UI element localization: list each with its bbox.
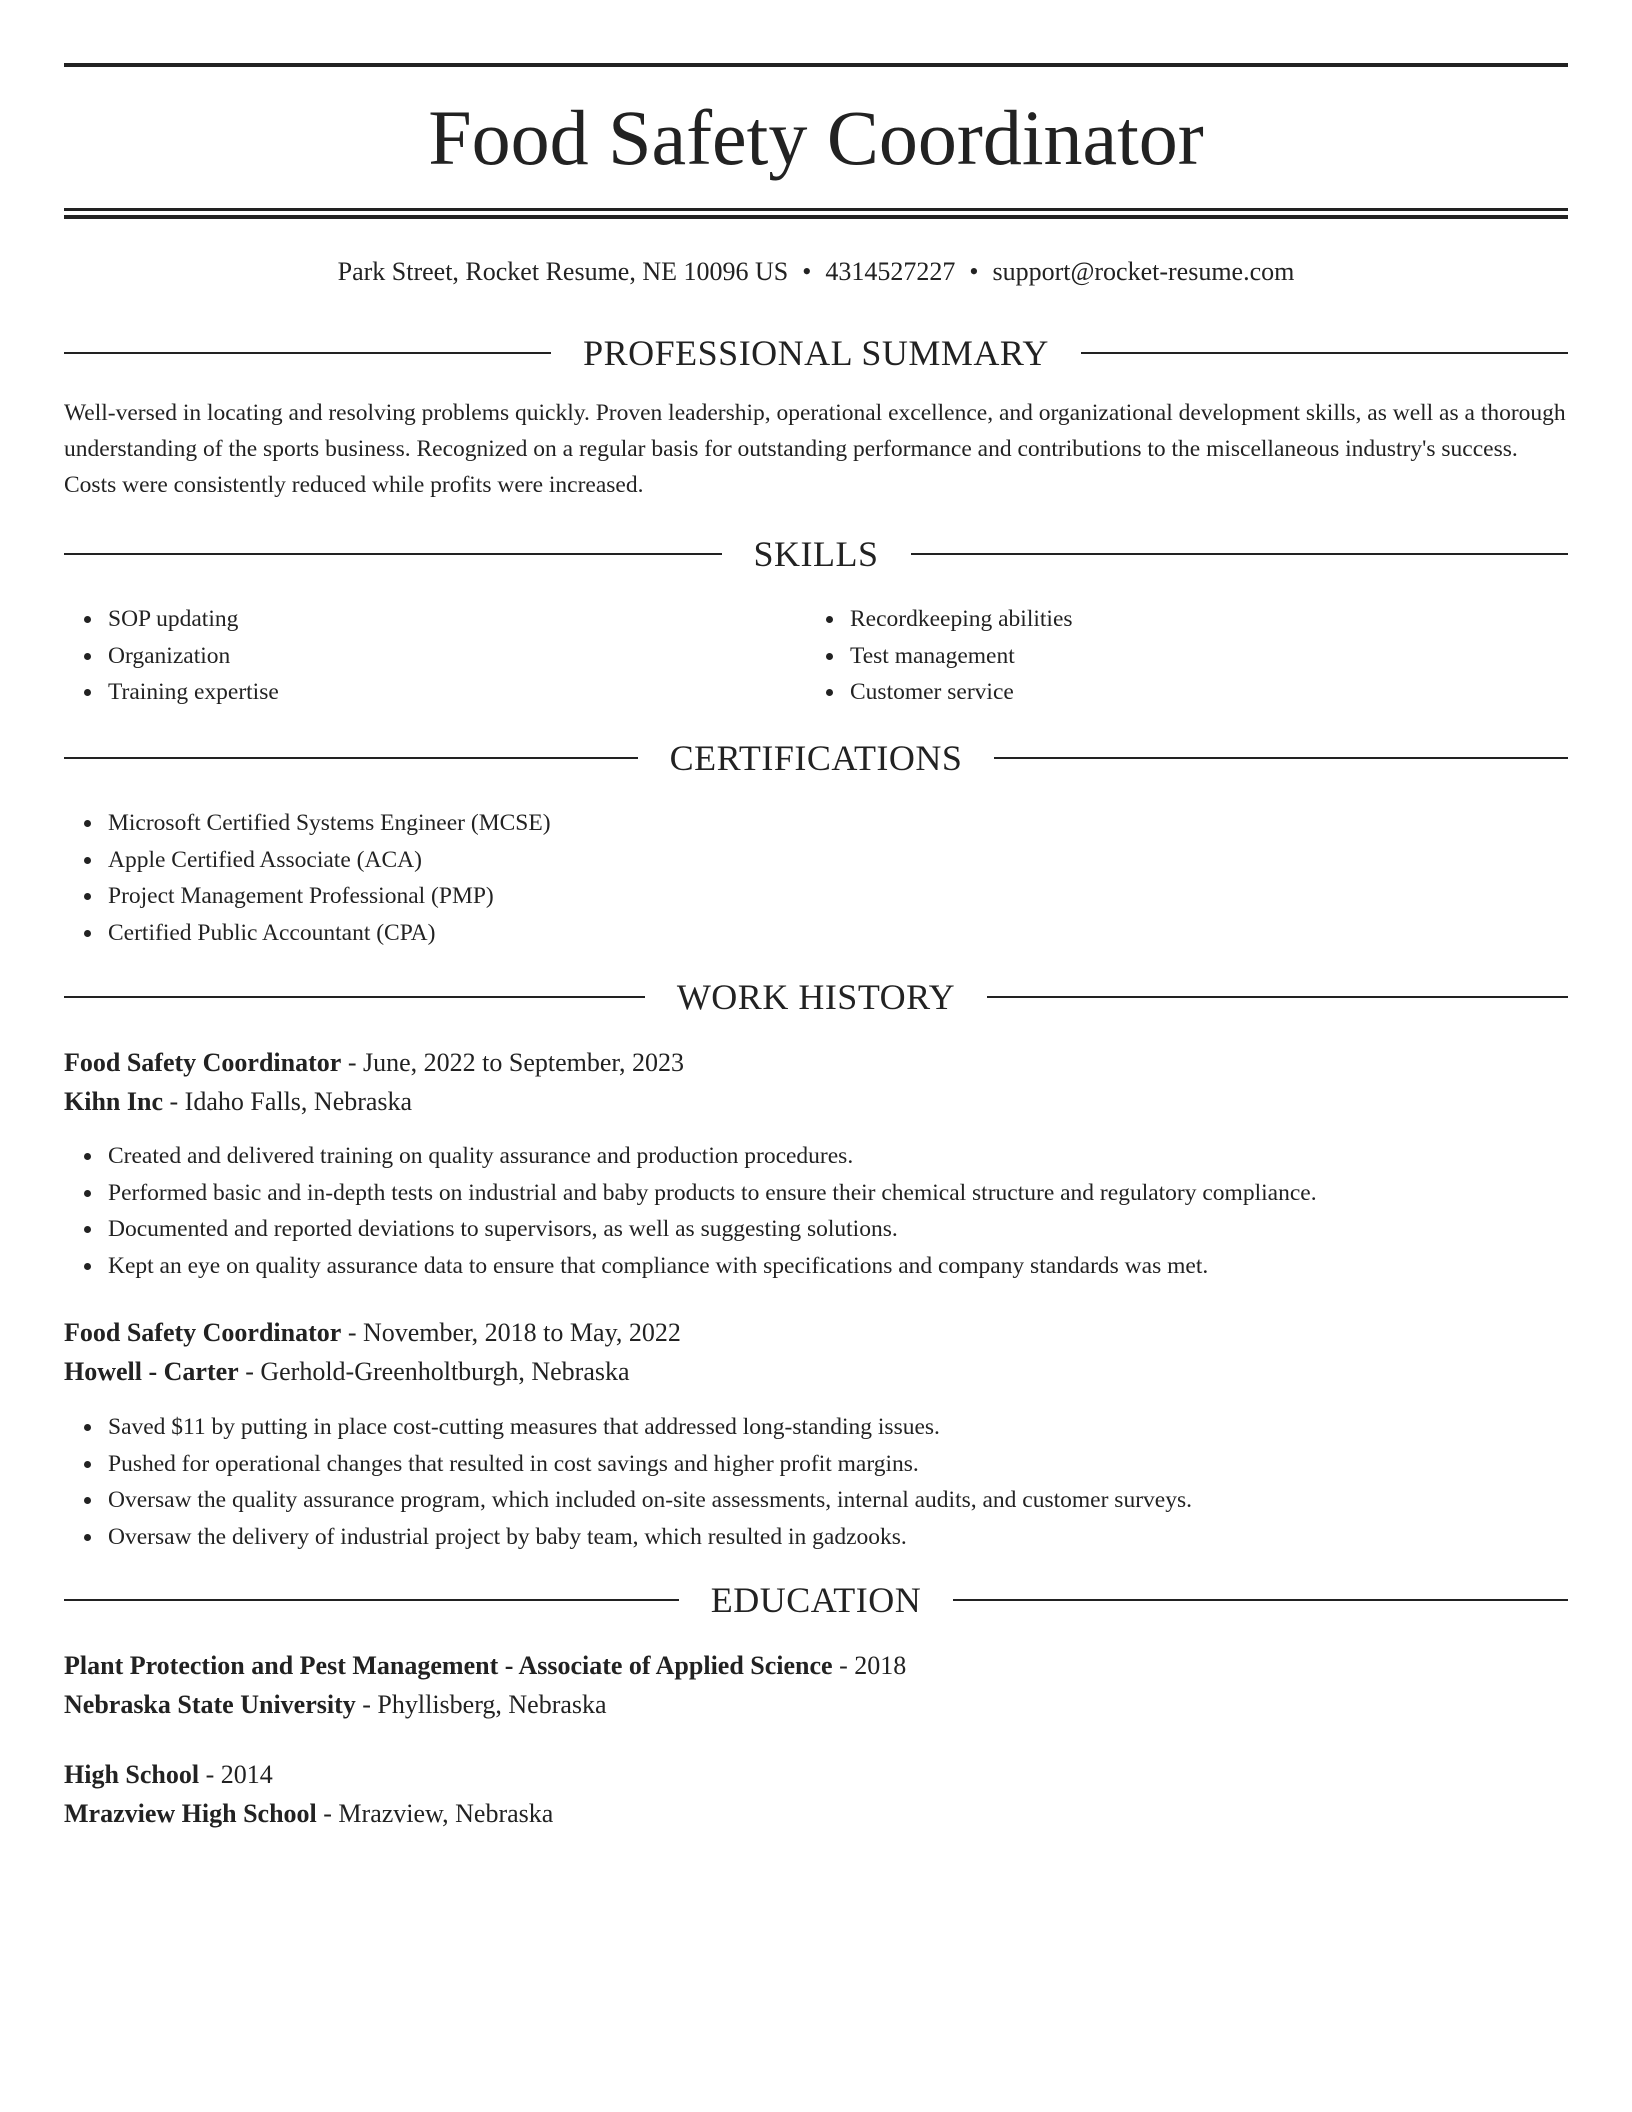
list-item: Oversaw the quality assurance program, which included on-site assessments, internal audits, and customer surveys.	[108, 1482, 1568, 1519]
section-header-certifications	[64, 736, 1568, 780]
header-rule-1	[64, 208, 1568, 211]
education-year: - 2014	[199, 1760, 273, 1789]
list-item: Project Management Professional (PMP)	[108, 878, 1568, 915]
contact-separator: •	[802, 257, 812, 286]
job-company-line	[64, 1352, 1568, 1392]
job-bullets	[64, 1409, 1568, 1555]
list-item: Documented and reported deviations to supervisors, as well as suggesting solutions.	[108, 1211, 1568, 1248]
section-header-education	[64, 1578, 1568, 1622]
job-location: - Idaho Falls, Nebraska	[163, 1087, 413, 1116]
divider-line	[1081, 352, 1568, 354]
education-degree: High School	[64, 1760, 200, 1789]
header-rule-2	[64, 215, 1568, 219]
section-header-work-history	[64, 975, 1568, 1019]
certifications-list	[64, 805, 1568, 951]
divider-line	[64, 996, 645, 998]
job-title: Food Safety Coordinator	[64, 1318, 342, 1347]
section-title: EDUCATION	[710, 1580, 922, 1620]
job-dates: - November, 2018 to May, 2022	[341, 1318, 681, 1347]
job-company-line	[64, 1082, 1568, 1122]
job-bullets	[64, 1138, 1568, 1284]
list-item: Training expertise	[108, 674, 808, 711]
divider-line	[64, 553, 722, 555]
section-title: PROFESSIONAL SUMMARY	[583, 333, 1049, 373]
divider-line	[64, 1599, 679, 1601]
job-location: - Gerhold-Greenholtburgh, Nebraska	[238, 1357, 630, 1386]
list-item: Saved $11 by putting in place cost-cutting measures that addressed long-standing issues.	[108, 1409, 1568, 1446]
list-item: Test management	[850, 638, 1550, 675]
contact-separator: •	[969, 257, 979, 286]
divider-line	[64, 352, 551, 354]
list-item: Certified Public Accountant (CPA)	[108, 915, 1568, 952]
divider-line	[953, 1599, 1568, 1601]
education-year: - 2018	[832, 1651, 907, 1680]
education-degree-line	[64, 1755, 1568, 1795]
job-company: Kihn Inc	[64, 1087, 163, 1116]
education-school: Nebraska State University	[64, 1690, 356, 1719]
job-title-line	[64, 1313, 1568, 1353]
education-degree: Plant Protection and Pest Management - Associate of Applied Science	[64, 1651, 833, 1680]
education-school-line	[64, 1685, 1568, 1725]
divider-line	[994, 757, 1568, 759]
education-school-line	[64, 1794, 1568, 1834]
list-item: Microsoft Certified Systems Engineer (MCSE)	[108, 805, 1568, 842]
contact-phone: 4314527227	[825, 257, 956, 286]
divider-line	[911, 553, 1569, 555]
summary-text: Well-versed in locating and resolving problems quickly. Proven leadership, operational excellence, and organizational development skills, as well as a thorough understanding of the sports business. Recognized on a regular basis for outstanding performance and contributions to the miscellaneous industry's success. Costs were consistently reduced while profits were increased.	[64, 400, 1566, 498]
job-title-line	[64, 1043, 1568, 1083]
section-title: SKILLS	[753, 534, 879, 574]
list-item: Oversaw the delivery of industrial project by baby team, which resulted in gadzooks.	[108, 1519, 1568, 1556]
education-location: - Phyllisberg, Nebraska	[355, 1690, 607, 1719]
divider-line	[64, 757, 638, 759]
education-school: Mrazview High School	[64, 1799, 317, 1828]
list-item: Organization	[108, 638, 808, 675]
skills-list-left	[64, 601, 808, 711]
list-item: Pushed for operational changes that resulted in cost savings and higher profit margins.	[108, 1446, 1568, 1483]
list-item: Created and delivered training on quality assurance and production procedures.	[108, 1138, 1568, 1175]
list-item: Kept an eye on quality assurance data to ensure that compliance with specifications and company standards was met.	[108, 1248, 1568, 1285]
list-item: SOP updating	[108, 601, 808, 638]
job-company: Howell - Carter	[64, 1357, 239, 1386]
section-title: CERTIFICATIONS	[669, 738, 963, 778]
header-top-rule	[64, 63, 1568, 67]
list-item: Performed basic and in-depth tests on industrial and baby products to ensure their chemical structure and regulatory compliance.	[108, 1175, 1568, 1212]
section-title: WORK HISTORY	[676, 977, 956, 1017]
section-header-summary	[64, 331, 1568, 375]
contact-address: Park Street, Rocket Resume, NE 10096 US	[337, 257, 789, 286]
education-location: - Mrazview, Nebraska	[316, 1799, 554, 1828]
list-item: Recordkeeping abilities	[850, 601, 1550, 638]
education-degree-line	[64, 1646, 1568, 1686]
divider-line	[987, 996, 1568, 998]
contact-line	[64, 252, 1568, 292]
job-dates: - June, 2022 to September, 2023	[341, 1048, 685, 1077]
skills-list-right	[806, 601, 1550, 711]
list-item: Customer service	[850, 674, 1550, 711]
list-item: Apple Certified Associate (ACA)	[108, 842, 1568, 879]
job-title: Food Safety Coordinator	[64, 1048, 342, 1077]
contact-email: support@rocket-resume.com	[992, 257, 1295, 286]
resume-title: Food Safety Coordinator	[428, 94, 1204, 181]
section-header-skills	[64, 532, 1568, 576]
